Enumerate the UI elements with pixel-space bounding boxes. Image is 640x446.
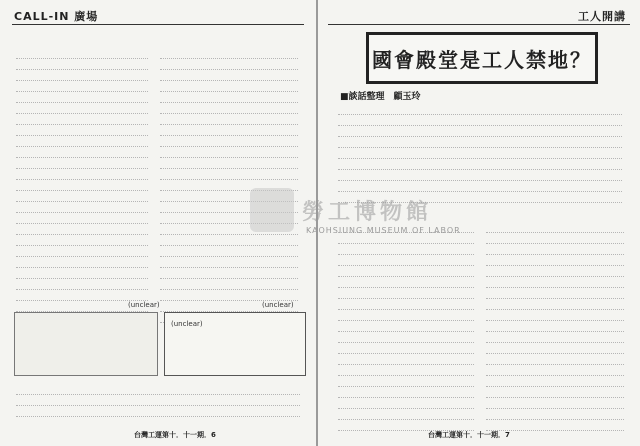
article-column-2-text	[486, 222, 624, 431]
watermark-title: 勞工博物館	[302, 199, 433, 225]
left-page-footer: 台灣工運第十．十一期．6	[134, 431, 216, 439]
watermark-subtitle: KAOHSIUNG MUSEUM OF LABOR	[306, 226, 461, 235]
left-column-1-text	[16, 48, 148, 323]
article-byline: ■談話整理 顧玉玲	[340, 92, 421, 102]
right-page-header: 工人開講	[578, 10, 626, 23]
article-column-1-text	[338, 222, 474, 431]
article-banner-title: 國會殿堂是工人禁地？	[366, 32, 598, 84]
left-signature-2: (unclear)	[262, 301, 294, 309]
right-header-rule	[328, 24, 630, 25]
left-signature-1: (unclear)	[128, 301, 160, 309]
left-footnote-text	[16, 384, 300, 417]
left-header-rule	[12, 24, 304, 25]
museum-logo-icon	[250, 188, 294, 232]
left-page-header: CALL-IN 廣場	[14, 10, 99, 23]
right-page-footer: 台灣工運第十．十一期．7	[428, 431, 510, 439]
left-handwritten-card: (unclear)	[164, 312, 306, 376]
left-sketch-image	[14, 312, 158, 376]
